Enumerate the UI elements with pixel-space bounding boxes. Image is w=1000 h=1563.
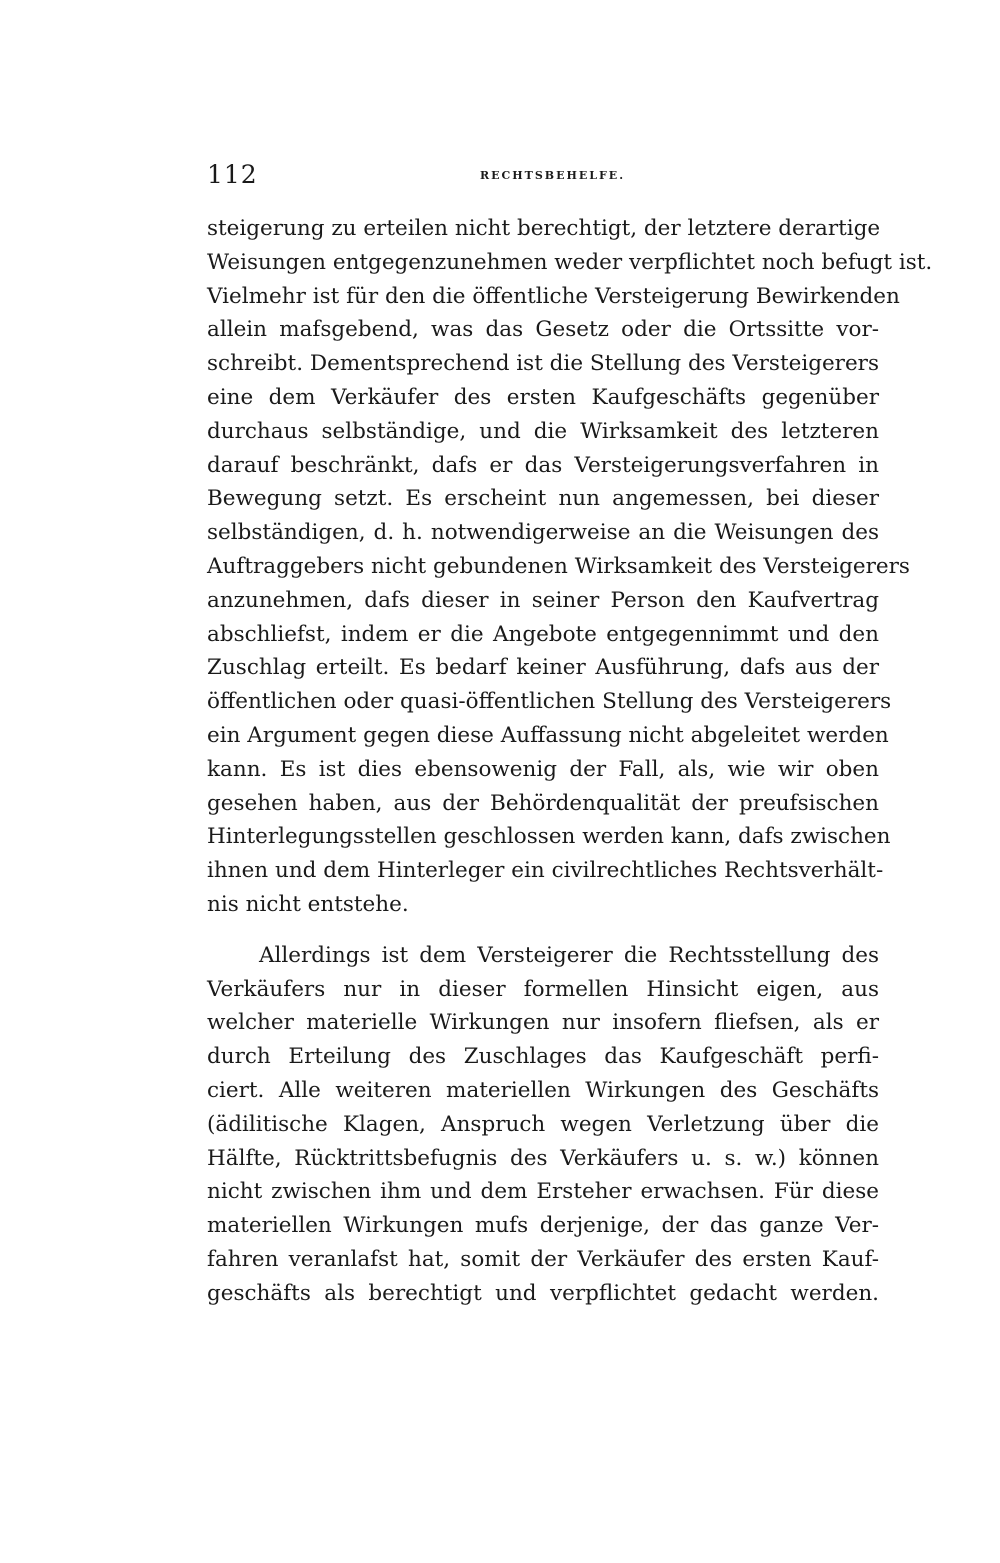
text-line: kann. Es ist dies ebensowenig der Fall, als, wie wir oben (207, 756, 879, 782)
text-line: fahren veranlafst hat, somit der Verkäufer des ersten Kauf- (207, 1246, 879, 1272)
text-line: allein mafsgebend, was das Gesetz oder die Ortssitte vor- (207, 317, 879, 343)
paragraph-2 (207, 939, 879, 1311)
text-line: ein Argument gegen diese Auffassung nicht abgeleitet werden (207, 722, 889, 748)
text-line: abschliefst, indem er die Angebote entgegennimmt und den (207, 621, 879, 647)
page-header (207, 160, 879, 190)
text-line: Hinterlegungsstellen geschlossen werden kann, dafs zwischen (207, 824, 891, 850)
text-line: eine dem Verkäufer des ersten Kaufgeschäfts gegenüber (207, 384, 879, 410)
running-head: RECHTSBEHELFE. (480, 169, 626, 182)
text-line: ihnen und dem Hinterleger ein civilrechtliches Rechtsverhält- (207, 858, 884, 884)
text-line: durch Erteilung des Zuschlages das Kaufgeschäft perfi- (207, 1044, 879, 1070)
text-line: nicht zwischen ihm und dem Ersteher erwachsen. Für diese (207, 1179, 879, 1205)
text-line: materiellen Wirkungen mufs derjenige, der das ganze Ver- (207, 1213, 879, 1239)
text-line: Hälfte, Rücktrittsbefugnis des Verkäufers u. s. w.) können (207, 1145, 879, 1171)
text-line: Weisungen entgegenzunehmen weder verpflichtet noch befugt ist. (207, 249, 933, 275)
text-line: anzunehmen, dafs dieser in seiner Person den Kaufvertrag (207, 587, 879, 613)
text-line: darauf beschränkt, dafs er das Versteigerungsverfahren in (207, 452, 879, 478)
text-line: welcher materielle Wirkungen nur insofern fliefsen, als er (207, 1010, 879, 1036)
text-line: durchaus selbständige, und die Wirksamkeit des letzteren (207, 418, 879, 444)
text-line: ciert. Alle weiteren materiellen Wirkungen des Geschäfts (207, 1077, 879, 1103)
text-line: Auftraggebers nicht gebundenen Wirksamkeit des Versteigerers (207, 553, 910, 579)
text-line: (ädilitische Klagen, Anspruch wegen Verletzung über die (207, 1111, 879, 1137)
text-line: Verkäufers nur in dieser formellen Hinsicht eigen, aus (207, 976, 879, 1002)
body-text (207, 212, 933, 1311)
text-line: geschäfts als berechtigt und verpflichtet gedacht werden. (207, 1280, 879, 1306)
text-line: öffentlichen oder quasi-öffentlichen Stellung des Versteigerers (207, 689, 892, 715)
text-line: Allerdings ist dem Versteigerer die Rechtsstellung des (259, 942, 879, 968)
text-line: Bewegung setzt. Es erscheint nun angemessen, bei dieser (207, 486, 879, 512)
page-number: 112 (207, 160, 258, 189)
paragraph-1 (207, 212, 933, 922)
text-line: nis nicht entstehe. (207, 891, 409, 917)
text-line: Zuschlag erteilt. Es bedarf keiner Ausführung, dafs aus der (207, 655, 879, 681)
text-line: schreibt. Dementsprechend ist die Stellung des Versteigerers (207, 351, 879, 377)
text-line: selbständigen, d. h. notwendigerweise an die Weisungen des (207, 520, 879, 546)
text-line: steigerung zu erteilen nicht berechtigt, der letztere derartige (207, 216, 881, 241)
text-line: Vielmehr ist für den die öffentliche Versteigerung Bewirkenden (207, 283, 900, 309)
paragraph-gap (207, 922, 879, 939)
text-line: gesehen haben, aus der Behördenqualität der preufsischen (207, 790, 879, 816)
